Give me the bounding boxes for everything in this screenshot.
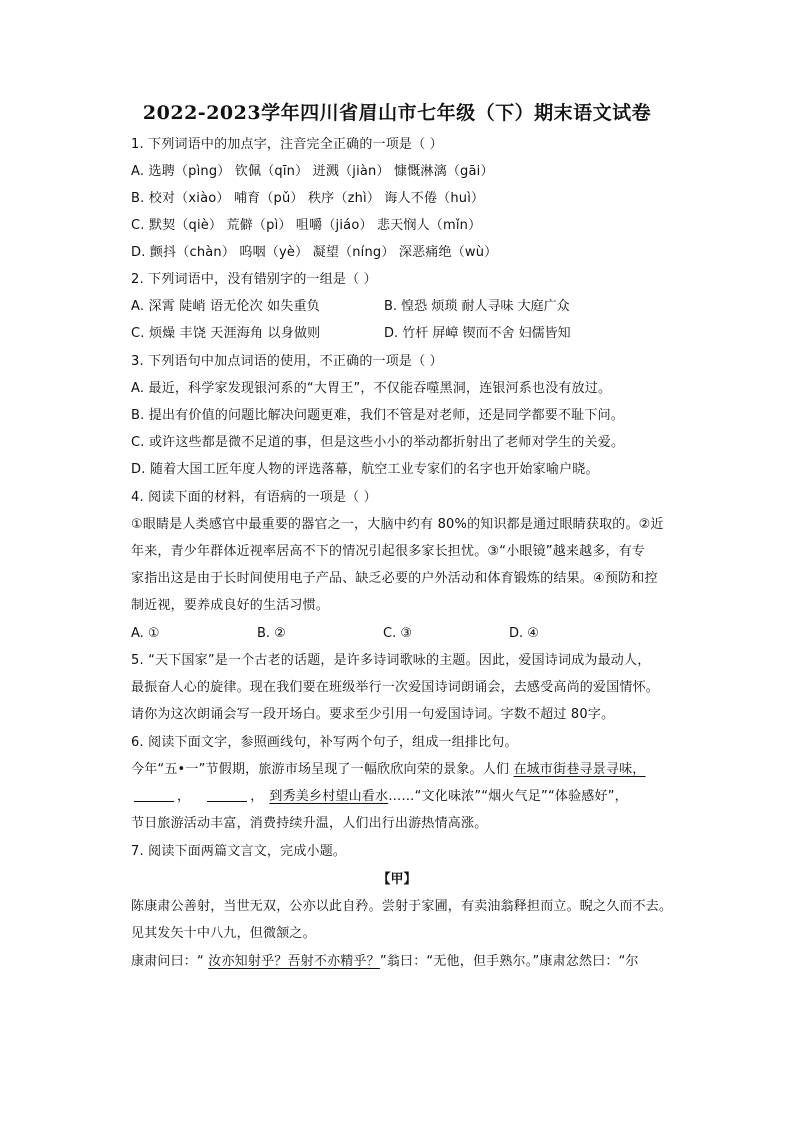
q4-stem: 4. 阅读下面的材料，有语病的一项是（ ）: [131, 490, 377, 505]
q4-passage-line: ①眼睛是人类感官中最重要的器官之一，大脑中约有 80%的知识都是通过眼睛获取的。②近: [131, 517, 664, 532]
q2-stem: 2. 下列词语中，没有错别字的一组是（ ）: [131, 272, 377, 287]
q3-option-b: B. 提出有价值的问题比解决问题更难，我们不管是对老师，还是同学都要不耻下问。: [131, 408, 624, 423]
q3-option-d: D. 随着大国工匠年度人物的评选落幕，航空工业专家们的名字也开始家喻户晓。: [131, 462, 599, 477]
q6-answer-blank-1[interactable]: [134, 788, 174, 802]
q4-option-b: B. ②: [257, 626, 286, 641]
q6-line-2: [131, 788, 628, 806]
q7-text: ”翁曰：“无他，但手熟尔。”康肃忿然曰：“尔: [379, 954, 639, 969]
q4-passage-line: 制近视，要养成良好的生活习惯。: [131, 598, 330, 613]
q1-option-b: B. 校对（xiào） 哺育（pǔ） 秩序（zhì） 诲人不倦（huì）: [131, 191, 485, 206]
q1-option-d: D. 颤抖（chàn） 呜咽（yè） 凝望（níng） 深恶痛绝（wù）: [131, 245, 498, 260]
q6-separator: ，: [177, 789, 191, 804]
q7-passage-line: [131, 953, 639, 971]
q6-text: ……“文化味浓”“烟火气足”“体验感好”，: [388, 789, 628, 804]
q5-line: 请你为这次朗诵会写一段开场白。要求至少引用一句爱国诗词。字数不超过 80字。: [131, 707, 615, 722]
q1-stem: 1. 下列词语中的加点字，注音完全正确的一项是（ ）: [131, 137, 443, 152]
q7-underlined-sentence: 汝亦知射乎？吾射不亦精乎？: [208, 954, 380, 969]
q3-option-a: A. 最近，科学家发现银河系的“大胃王”，不仅能吞噬黑洞，连银河系也没有放过。: [131, 381, 612, 396]
q6-text: 今年“五•一”节假期，旅游市场呈现了一幅欣欣向荣的景象。人们: [131, 762, 514, 777]
q2-option-b: B. 惶恐 烦琐 耐人寻味 大庭广众: [384, 299, 570, 314]
q7-passage-line: 见其发矢十中八九，但微颔之。: [131, 926, 316, 941]
q1-option-c: C. 默契（qiè） 荒僻（pì） 咀嚼（jiáo） 悲天悯人（mǐn）: [131, 218, 482, 233]
q4-option-a: A. ①: [131, 626, 160, 641]
q2-option-c: C. 烦燥 丰饶 天涯海角 以身做则: [131, 326, 321, 341]
q7-stem: 7. 阅读下面两篇文言文，完成小题。: [131, 844, 347, 859]
q3-option-c: C. 或许这些都是微不足道的事，但是这些小小的举动都折射出了老师对学生的关爱。: [131, 435, 625, 450]
q6-line-1: [131, 761, 646, 779]
q4-passage-line: 年来，青少年群体近视率居高不下的情况引起很多家长担忧。③“小眼镜”越来越多，有专: [131, 544, 646, 559]
q1-option-a: A. 选聘（pìng） 钦佩（qīn） 迸溅（jiàn） 慷慨淋漓（gāi）: [131, 164, 494, 179]
q7-passage-heading: 【甲】: [377, 872, 417, 887]
q6-stem: 6. 阅读下面文字，参照画线句，补写两个句子，组成一组排比句。: [131, 735, 518, 750]
q2-option-d: D. 竹杆 屏嶂 锲而不舍 妇儒皆知: [384, 326, 571, 341]
q6-underlined-sentence: 在城市街巷寻景寻味，: [513, 762, 646, 777]
q6-answer-blank-2[interactable]: [207, 788, 247, 802]
q6-underlined-sentence: 到秀美乡村望山看水: [269, 789, 389, 804]
page-title: 2022-2023学年四川省眉山市七年级（下）期末语文试卷: [142, 102, 652, 124]
q2-option-a: A. 深霄 陡峭 语无伦次 如失重负: [131, 299, 320, 314]
q7-passage-line: 陈康肃公善射，当世无双，公亦以此自矜。尝射于家圃，有卖油翁释担而立。睨之久而不去。: [131, 899, 673, 914]
q4-option-d: D. ④: [509, 626, 539, 641]
q3-stem: 3. 下列语句中加点词语的使用，不正确的一项是（ ）: [131, 354, 443, 369]
q4-passage-line: 家指出这是由于长时间使用电子产品、缺乏必要的户外活动和体育锻炼的结果。④预防和控: [131, 571, 658, 586]
q5-line: 最振奋人心的旋律。现在我们要在班级举行一次爱国诗词朗诵会，去感受高尚的爱国情怀。: [131, 680, 660, 695]
q6-line-3: 节日旅游活动丰富，消费持续升温，人们出行出游热情高涨。: [131, 816, 488, 831]
q4-option-c: C. ③: [383, 626, 412, 641]
q7-text: 康肃问曰：“: [131, 954, 209, 969]
q5-line: 5. “天下国家”是一个古老的话题，是许多诗词歌咏的主题。因此，爱国诗词成为最动人，: [131, 653, 651, 668]
q6-separator: ，: [250, 789, 264, 804]
